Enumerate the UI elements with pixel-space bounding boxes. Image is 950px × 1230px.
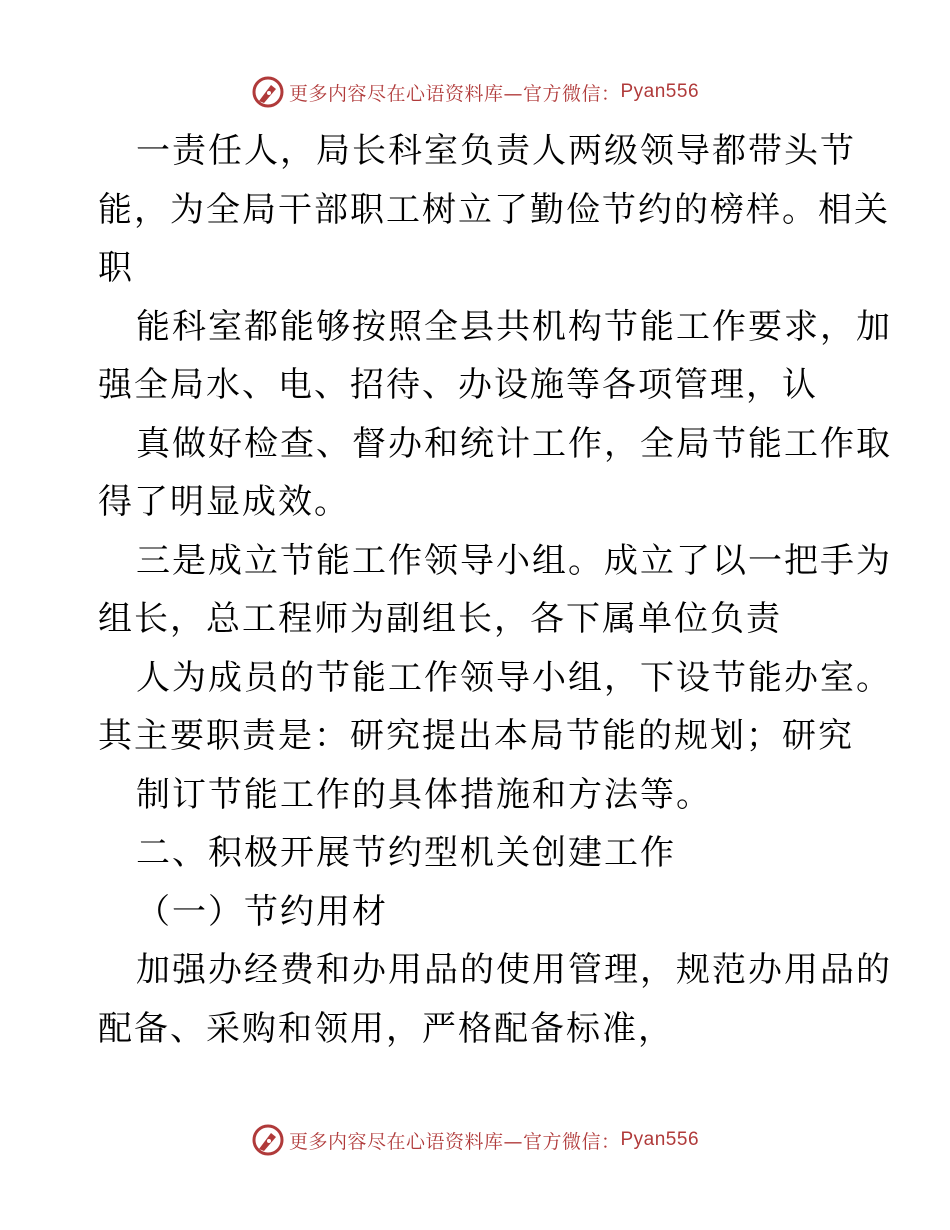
pen-nib-logo-icon [251,75,285,109]
header-banner [0,72,950,112]
section-heading: 二、积极开展节约型机关创建工作 [136,833,676,873]
text-line: 职 [98,248,134,288]
text-line: 组长，总工程师为副组长，各下属单位负责 [98,599,782,639]
text-line: 配备、采购和领用，严格配备标准， [98,1008,674,1049]
text-line: 制订节能工作的具体措施和方法等。 [136,774,712,815]
banner-text: 更多内容尽在心语资料库—官方微信： [288,1130,621,1153]
text-line: 其主要职责是：研究提出本局节能的规划；研究 [98,716,854,756]
text-line: 强全局水、电、招待、办设施等各项管理，认 [98,365,818,405]
banner-wechat-id: Pyan556 [620,1129,700,1150]
text-line: 三是成立节能工作领导小组。成立了以一把手为 [136,540,892,581]
banner-wechat-id: Pyan556 [620,81,700,102]
banner-text: 更多内容尽在心语资料库—官方微信： [288,82,621,105]
text-line: 加强办经费和办用品的使用管理，规范办用品的 [136,950,892,990]
text-line: 真做好检查、督办和统计工作，全局节能工作取 [136,423,892,464]
pen-nib-logo-icon [251,1123,285,1157]
text-line: 一责任人，局长科室负责人两级领导都带头节 [136,131,856,171]
text-line: 得了明显成效。 [98,482,350,522]
subsection-heading: （一）节约用材 [136,891,388,932]
text-line: 能，为全局干部职工树立了勤俭节约的榜样。相关 [98,189,890,230]
document-body [98,122,892,1058]
text-line: 能科室都能够按照全县共机构节能工作要求，加 [136,306,892,347]
footer-banner [0,1120,950,1160]
text-line: 人为成员的节能工作领导小组，下设节能办室。 [136,657,892,698]
